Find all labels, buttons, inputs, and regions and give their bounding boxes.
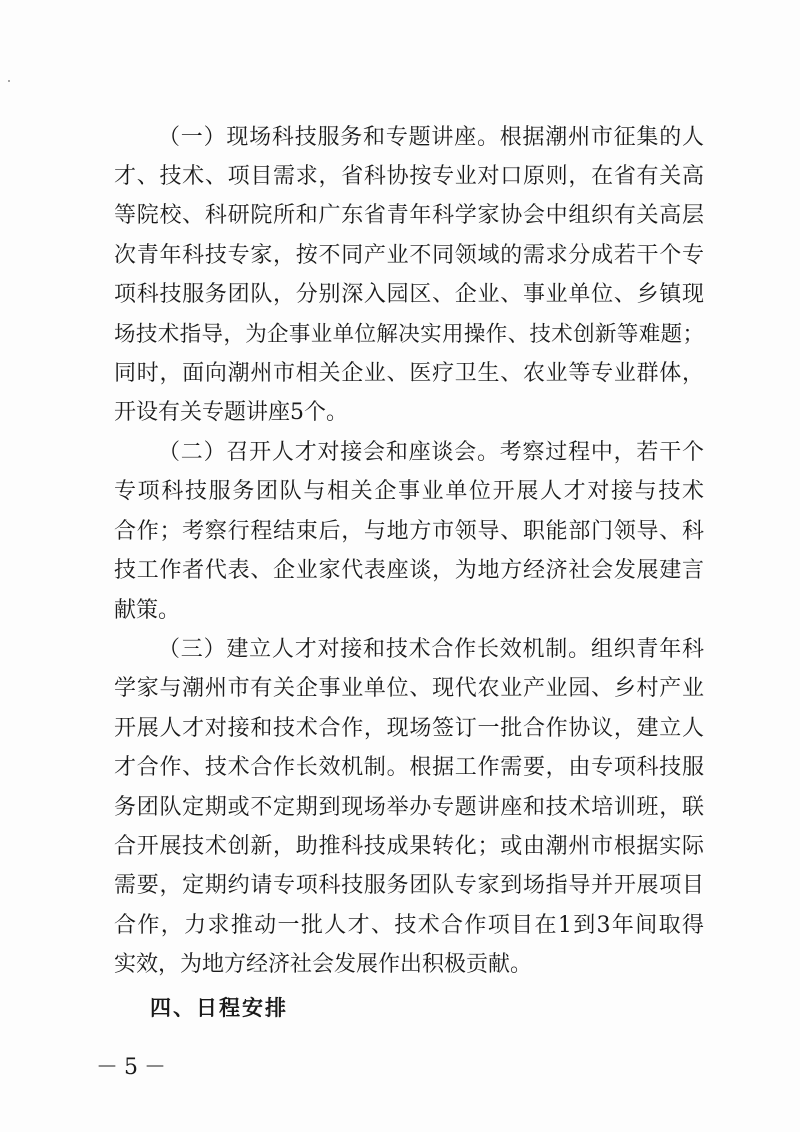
section-heading: 四、日程安排 (150, 996, 288, 1020)
paragraph-3-line-9: 实效，为地方经济社会发展作出积极贡献。 (114, 952, 533, 977)
paragraph-1-line-5: 项科技服务团队，分别深入园区、企业、事业单位、乡镇现 (114, 282, 704, 307)
paragraph-3-line-2: 学家与潮州市有关企事业单位、现代农业产业园、乡村产业 (114, 676, 704, 701)
paragraph-1-line-2: 才、技术、项目需求，省科协按专业对口原则，在省有关高 (114, 164, 704, 189)
paragraph-3-line-5: 务团队定期或不定期到现场举办专题讲座和技术培训班，联 (114, 795, 704, 820)
paragraph-2-line-3: 合作；考察行程结束后，与地方市领导、职能部门领导、科 (114, 519, 704, 544)
paragraph-1-line-1: （一）现场科技服务和专题讲座。根据潮州市征集的人 (158, 125, 704, 150)
paragraph-2-line-2: 专项科技服务团队与相关企事业单位开展人才对接与技术 (114, 479, 704, 504)
paragraph-3-line-8: 合作，力求推动一批人才、技术合作项目在1到3年间取得 (114, 913, 704, 938)
paragraph-1-line-6: 场技术指导，为企事业单位解决实用操作、技术创新等难题； (114, 322, 704, 347)
paragraph-1-line-8: 开设有关专题讲座5个。 (114, 400, 348, 425)
paragraph-3-line-7: 需要，定期约请专项科技服务团队专家到场指导并开展项目 (114, 873, 704, 898)
paragraph-3-line-4: 才合作、技术合作长效机制。根据工作需要，由专项科技服 (114, 755, 704, 780)
paragraph-1-line-3: 等院校、科研院所和广东省青年科学家协会中组织有关高层 (114, 203, 704, 228)
paragraph-3-line-3: 开展人才对接和技术合作，现场签订一批合作协议，建立人 (114, 716, 704, 741)
scan-speck (8, 80, 10, 82)
paragraph-3-line-6: 合开展技术创新，助推科技成果转化；或由潮州市根据实际 (114, 834, 704, 859)
paragraph-2-line-4: 技工作者代表、企业家代表座谈，为地方经济社会发展建言 (114, 558, 704, 583)
paragraph-1-line-7: 同时，面向潮州市相关企业、医疗卫生、农业等专业群体， (114, 361, 704, 386)
paragraph-2-line-5: 献策。 (114, 598, 181, 623)
page-number: －5－ (96, 1055, 172, 1080)
paragraph-1-line-4: 次青年科技专家，按不同产业不同领域的需求分成若干个专 (114, 243, 704, 268)
paragraph-2-line-1: （二）召开人才对接会和座谈会。考察过程中，若干个 (158, 440, 704, 465)
paragraph-3-line-1: （三）建立人才对接和技术合作长效机制。组织青年科 (158, 637, 704, 662)
